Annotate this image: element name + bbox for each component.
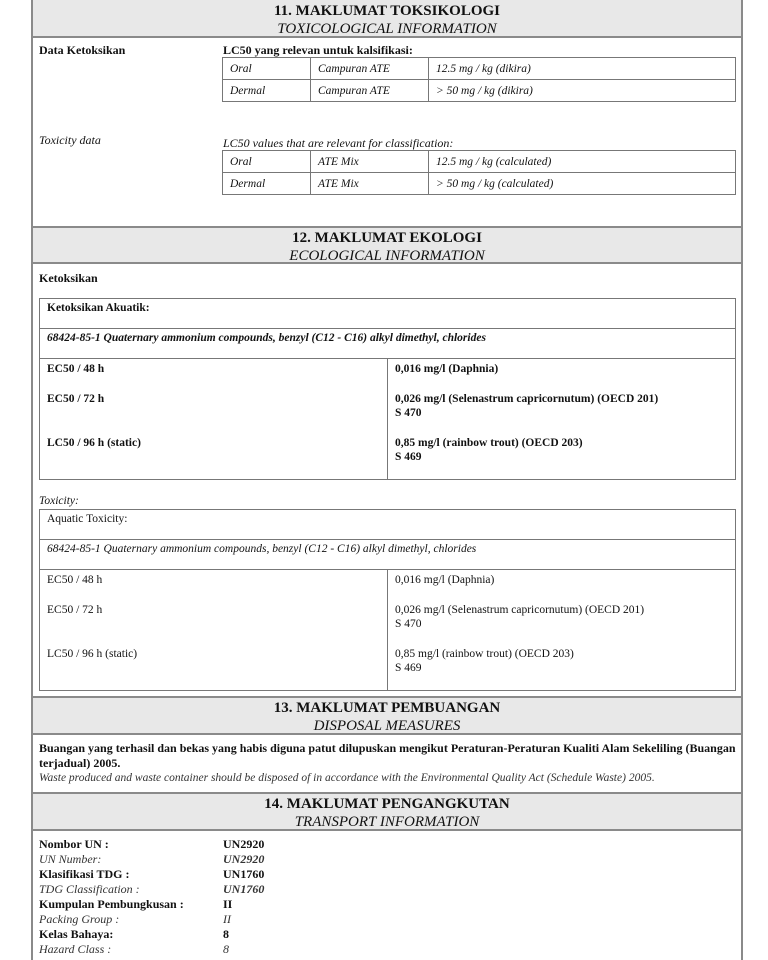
test-name: EC50 / 48 h bbox=[47, 574, 103, 586]
route-cell: Oral bbox=[223, 58, 311, 80]
section-13-header bbox=[31, 696, 743, 735]
lc50-caption-en: LC50 values that are relevant for classification: bbox=[223, 136, 454, 150]
section-11-header bbox=[31, 0, 743, 38]
test-result: 0,85 mg/l (rainbow trout) (OECD 203) S 469 bbox=[395, 437, 583, 463]
box-title: Aquatic Toxicity: bbox=[47, 513, 128, 525]
section-14-subtitle: TRANSPORT INFORMATION bbox=[294, 814, 480, 830]
toxicity-label-en: Toxicity: bbox=[39, 495, 79, 507]
lc50-table-ms bbox=[222, 57, 736, 102]
route-cell: Dermal bbox=[223, 80, 311, 102]
type-cell: Campuran ATE bbox=[311, 80, 429, 102]
value-cell: > 50 mg / kg (calculated) bbox=[429, 173, 736, 195]
table-row bbox=[223, 58, 736, 80]
test-ref: S 469 bbox=[395, 451, 422, 463]
substance-name: 68424-85-1 Quaternary ammonium compounds, benzyl (C12 - C16) alkyl dimethyl, chlorides bbox=[47, 332, 486, 344]
transport-row-un-en: UN Number: UN2920 bbox=[39, 852, 265, 866]
transport-row-packing-en: Packing Group : II bbox=[39, 912, 231, 926]
test-name: LC50 / 96 h (static) bbox=[47, 648, 138, 660]
lc50-caption-ms: LC50 yang relevan untuk kalsifikasi: bbox=[223, 43, 413, 57]
box-title-row bbox=[40, 510, 735, 540]
test-name: LC50 / 96 h (static) bbox=[47, 437, 141, 449]
test-ref: S 470 bbox=[395, 407, 422, 419]
transport-row-tdg-en: TDG Classification : UN1760 bbox=[39, 882, 265, 896]
section-14-header bbox=[31, 792, 743, 831]
transport-row-hazard-en: Hazard Class : 8 bbox=[39, 942, 229, 956]
test-name: EC50 / 72 h bbox=[47, 393, 105, 405]
test-ref: S 469 bbox=[395, 662, 422, 674]
toxicity-data-label-en: Toxicity data bbox=[39, 133, 101, 147]
test-name: EC50 / 48 h bbox=[47, 363, 105, 375]
type-cell: ATE Mix bbox=[311, 151, 429, 173]
section-14-title: 14. MAKLUMAT PENGANGKUTAN bbox=[264, 796, 510, 812]
section-13-title: 13. MAKLUMAT PEMBUANGAN bbox=[273, 700, 501, 716]
lc50-table-en bbox=[222, 150, 736, 195]
toxicity-data-label-ms: Data Ketoksikan bbox=[39, 43, 126, 57]
transport-row-packing-ms: Kumpulan Pembungkusan : II bbox=[39, 897, 233, 911]
aquatic-toxicity-box-en bbox=[39, 509, 736, 691]
test-result: 0,016 mg/l (Daphnia) bbox=[395, 363, 499, 375]
aquatic-toxicity-box-ms bbox=[39, 298, 736, 480]
substance-name: 68424-85-1 Quaternary ammonium compounds, benzyl (C12 - C16) alkyl dimethyl, chlorides bbox=[47, 543, 477, 555]
test-result: 0,85 mg/l (rainbow trout) (OECD 203) S 469 bbox=[395, 648, 574, 674]
disposal-text-en: Waste produced and waste container should be disposed of in accordance with the Environmental Quality Act (Schedule Waste) 2005. bbox=[39, 772, 655, 784]
value-cell: 12.5 mg / kg (dikira) bbox=[429, 58, 736, 80]
type-cell: ATE Mix bbox=[311, 173, 429, 195]
section-11-subtitle: TOXICOLOGICAL INFORMATION bbox=[277, 21, 497, 37]
transport-info-list bbox=[39, 837, 264, 957]
test-result: 0,026 mg/l (Selenastrum capricornutum) (OECD 201) S 470 bbox=[395, 604, 645, 630]
transport-row-tdg-ms: Klasifikasi TDG : UN1760 bbox=[39, 867, 265, 881]
section-12-header bbox=[31, 226, 743, 264]
transport-row-hazard-ms: Kelas Bahaya: 8 bbox=[39, 927, 229, 941]
results-grid bbox=[40, 570, 735, 690]
section-12-subtitle: ECOLOGICAL INFORMATION bbox=[289, 248, 485, 264]
substance-row bbox=[40, 329, 735, 359]
section-12-title: 12. MAKLUMAT EKOLOGI bbox=[292, 230, 482, 246]
route-cell: Dermal bbox=[223, 173, 311, 195]
substance-row bbox=[40, 540, 735, 570]
results-grid bbox=[40, 359, 735, 479]
box-title-row bbox=[40, 299, 735, 329]
route-cell: Oral bbox=[223, 151, 311, 173]
test-ref: S 470 bbox=[395, 618, 422, 630]
table-row bbox=[223, 173, 736, 195]
table-row bbox=[223, 151, 736, 173]
value-cell: > 50 mg / kg (dikira) bbox=[429, 80, 736, 102]
transport-row-un-ms: Nombor UN : UN2920 bbox=[39, 837, 265, 851]
value-cell: 12.5 mg / kg (calculated) bbox=[429, 151, 736, 173]
ecotoxicity-label-ms: Ketoksikan bbox=[39, 271, 98, 285]
test-result: 0,016 mg/l (Daphnia) bbox=[395, 574, 495, 586]
type-cell: Campuran ATE bbox=[311, 58, 429, 80]
section-13-subtitle: DISPOSAL MEASURES bbox=[313, 718, 461, 734]
box-title: Ketoksikan Akuatik: bbox=[47, 302, 150, 314]
test-name: EC50 / 72 h bbox=[47, 604, 103, 616]
table-row bbox=[223, 80, 736, 102]
test-result: 0,026 mg/l (Selenastrum capricornutum) (OECD 201) S 470 bbox=[395, 393, 659, 419]
disposal-text-ms: Buangan yang terhasil dan bekas yang habis diguna patut dilupuskan mengikut Peraturan-Peraturan Kualiti Alam Sekeliling (Buangan terjadual) 2005. bbox=[39, 741, 736, 770]
section-11-title: 11. MAKLUMAT TOKSIKOLOGI bbox=[273, 3, 501, 19]
